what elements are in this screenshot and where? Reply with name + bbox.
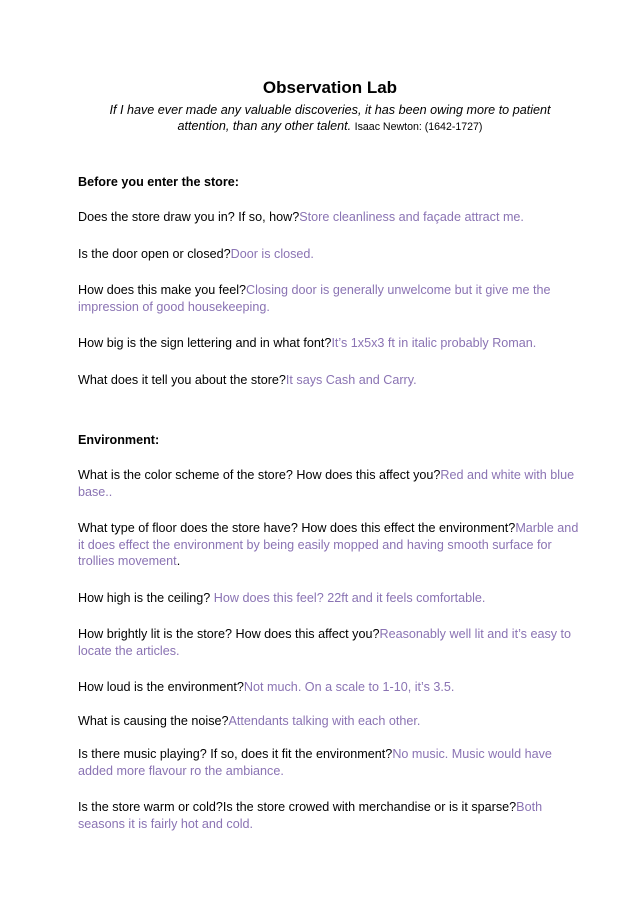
question-item — [78, 372, 582, 389]
section-heading-environment: Environment: — [78, 433, 160, 447]
question-item — [78, 335, 582, 352]
answer-text: Both seasons it is fairly hot and cold. — [78, 800, 543, 831]
epigraph-attribution: Isaac Newton: (1642-1727) — [354, 121, 483, 133]
question-item — [78, 590, 582, 607]
answer-text: Store cleanliness and façade attract me. — [299, 210, 524, 224]
question-text: How does this make you feel? — [78, 283, 247, 297]
question-item — [78, 626, 582, 659]
answer-text: It says Cash and Carry. — [285, 372, 417, 387]
question-text: What type of floor does the store have? How does this effect the environment? — [78, 521, 516, 535]
answer-text: Not much. On a scale to 1-10, it’s 3.5. — [243, 680, 455, 694]
question-item — [78, 209, 582, 226]
question-text: What does it tell you about the store? — [78, 372, 286, 387]
answer-tail: . — [176, 554, 181, 568]
question-text: How loud is the environment? — [78, 680, 244, 694]
question-text: Does the store draw you in? If so, how? — [78, 210, 300, 224]
epigraph — [78, 102, 582, 135]
answer-text: How does this feel? 22ft and it feels comfortable. — [210, 590, 486, 605]
question-item — [78, 520, 582, 570]
section-heading-before-entering: Before you enter the store: — [78, 175, 239, 189]
question-text: How big is the sign lettering and in what font? — [78, 336, 332, 350]
question-text: What is causing the noise? — [78, 713, 229, 728]
question-item — [78, 467, 582, 500]
question-text: What is the color scheme of the store? How does this affect you? — [78, 468, 441, 482]
answer-text: Attendants talking with each other. — [228, 713, 421, 728]
question-item — [78, 282, 582, 315]
question-text: Is the door open or closed? — [78, 246, 231, 261]
question-item — [78, 679, 582, 696]
answer-text: Red and white with blue base.. — [78, 468, 575, 499]
question-item — [78, 246, 582, 263]
question-text: Is the store warm or cold?Is the store crowed with merchandise or is it sparse? — [78, 800, 517, 814]
answer-text: No music. Music would have added more flavour ro the ambiance. — [78, 747, 552, 778]
answer-text: Marble and it does effect the environment by being easily mopped and having smooth surface for trollies movement — [78, 521, 579, 568]
answer-text: It’s 1x5x3 ft in italic probably Roman. — [331, 336, 537, 350]
question-item — [78, 746, 582, 779]
answer-text: Closing door is generally unwelcome but it give me the impression of good housekeeping. — [78, 283, 551, 314]
question-text: How high is the ceiling? — [78, 590, 211, 605]
answer-text: Reasonably well lit and it’s easy to locate the articles. — [78, 627, 572, 658]
document-title: Observation Lab — [262, 78, 398, 97]
answer-text: Door is closed. — [230, 246, 314, 261]
question-item — [78, 713, 582, 730]
epigraph-text: If I have ever made any valuable discoveries, it has been owing more to patient attention, than any other talent. — [109, 103, 551, 133]
question-text: Is there music playing? If so, does it fit the environment? — [78, 747, 393, 761]
question-item — [78, 799, 582, 832]
question-text: How brightly lit is the store? How does this affect you? — [78, 627, 380, 641]
